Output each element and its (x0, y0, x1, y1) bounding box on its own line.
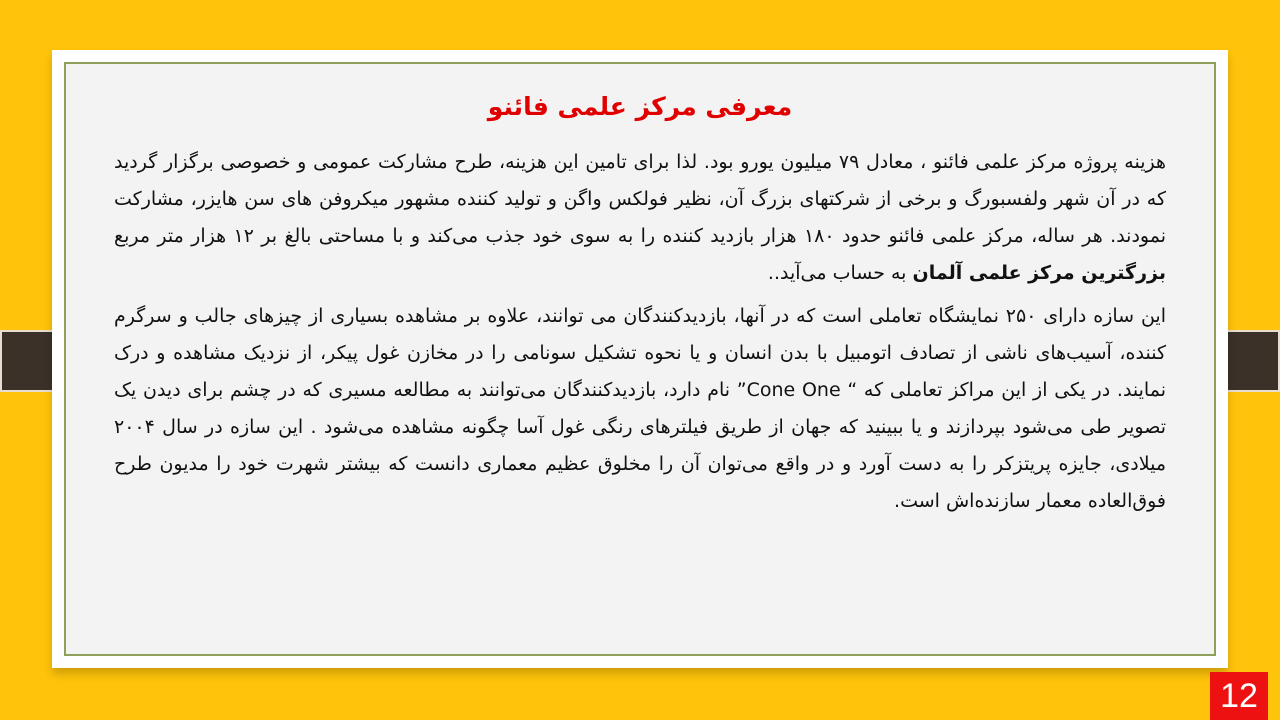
paragraph-1-text-b: به حساب می‌آید.. (767, 262, 913, 284)
paragraph-1-bold-phrase: بزرگترین مرکز علمی آلمان (912, 262, 1166, 284)
slide-body (114, 144, 1166, 526)
paragraph-1-text-a: هزینه پروژه مرکز علمی فائنو ، معادل ۷۹ میلیون یورو بود. لذا برای تامین این هزینه، طرح مشارکت عمومی و خصوصی برگزار گردید که در آن شهر ولفسبورگ و برخی از شرکتهای بزرگ آن، نظیر فولکس واگن و تولید کننده مشهور میکروفن های سن هایزر، مشارکت نمودند. هر ساله، مرکز علمی فائنو حدود ۱۸۰ هزار بازدید کننده را به سوی خود جذب می‌کند و با مساحتی بالغ بر ۱۲ هزار متر مربع (114, 151, 1166, 247)
slide-title: معرفی مرکز علمی فائنو (487, 92, 793, 121)
paragraph-1 (114, 144, 1166, 292)
slide-card (52, 50, 1228, 668)
page-number-badge: 12 (1210, 672, 1268, 720)
slide-frame (64, 62, 1216, 656)
paragraph-2: این سازه دارای ۲۵۰ نمایشگاه تعاملی است که در آنها، بازدیدکنندگان می توانند، علاوه بر مشاهده بسیاری از چیزهای جالب و سرگرم کننده، آسیب‌های ناشی از تصادف اتومبیل با بدن انسان و یا نحوه تشکیل سونامی را در مخازن غول پیکر، از نزدیک مشاهده و درک نمایند. در یکی از این مراکز تعاملی که “ Cone One” نام دارد، بازدیدکنندگان می‌توانند به مطالعه مسیری که در چشم برای دیدن یک تصویر طی می‌شود بپردازند و یا ببینید که جهان از طریق فیلترهای رنگی غول آسا چگونه مشاهده می‌شود . این سازه در سال ۲۰۰۴ میلادی، جایزه پریتزکر را به دست آورد و در واقع می‌توان آن را مخلوق عظیم معماری دانست که بیشتر شهرت خود را مدیون طرح فوق‌العاده معمار سازنده‌اش است. (114, 305, 1166, 512)
